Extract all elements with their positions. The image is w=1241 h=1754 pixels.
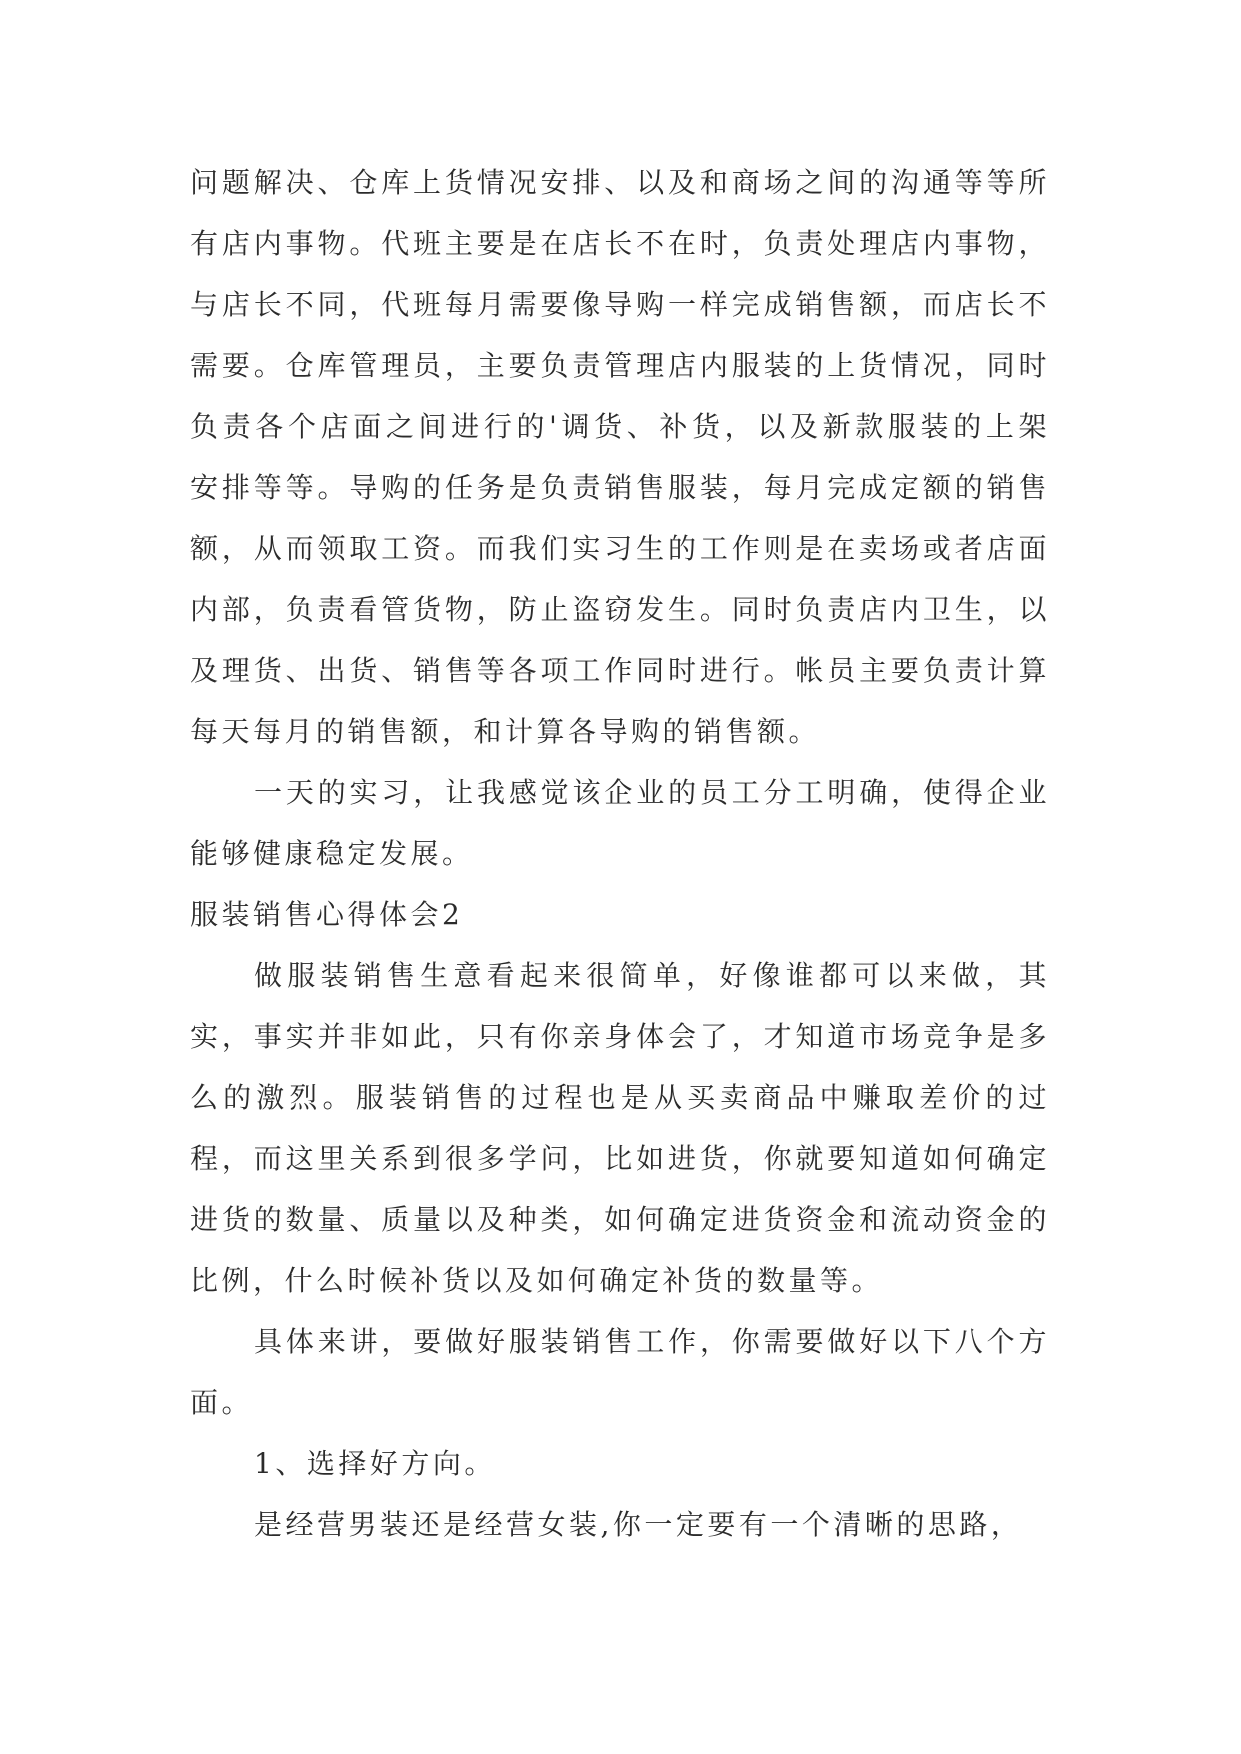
list-item-choose-direction: 1、选择好方向。	[254, 1447, 496, 1480]
paragraph-sales-intro: 做服装销售生意看起来很简单，好像谁都可以来做，其实，事实并非如此，只有你亲身体会了，才知道市场竞争是多么的激烈。服装销售的过程也是从买卖商品中赚取差价的过程，而这里关系到很多学问，比如进货，你就要知道如何确定进货的数量、质量以及种类，如何确定进货资金和流动资金的比例，什么时候补货以及如何确定补货的数量等。	[190, 959, 1050, 1297]
document-body	[190, 152, 1050, 1555]
section-heading: 服装销售心得体会2	[190, 898, 464, 931]
paragraph-store-roles: 问题解决、仓库上货情况安排、以及和商场之间的沟通等等所有店内事物。代班主要是在店长不在时，负责处理店内事物，与店长不同，代班每月需要像导购一样完成销售额，而店长不需要。仓库管理员，主要负责管理店内服装的上货情况，同时负责各个店面之间进行的'调货、补货，以及新款服装的上架安排等等。导购的任务是负责销售服装，每月完成定额的销售额，从而领取工资。而我们实习生的工作则是在卖场或者店面内部，负责看管货物，防止盗窃发生。同时负责店内卫生，以及理货、出货、销售等各项工作同时进行。帐员主要负责计算每天每月的销售额，和计算各导购的销售额。	[190, 166, 1050, 748]
paragraph-eight-aspects: 具体来讲，要做好服装销售工作，你需要做好以下八个方面。	[190, 1325, 1050, 1419]
paragraph-internship-summary: 一天的实习，让我感觉该企业的员工分工明确，使得企业能够健康稳定发展。	[190, 776, 1050, 870]
paragraph-menswear-womenswear: 是经营男装还是经营女装,你一定要有一个清晰的思路，	[254, 1508, 1023, 1541]
